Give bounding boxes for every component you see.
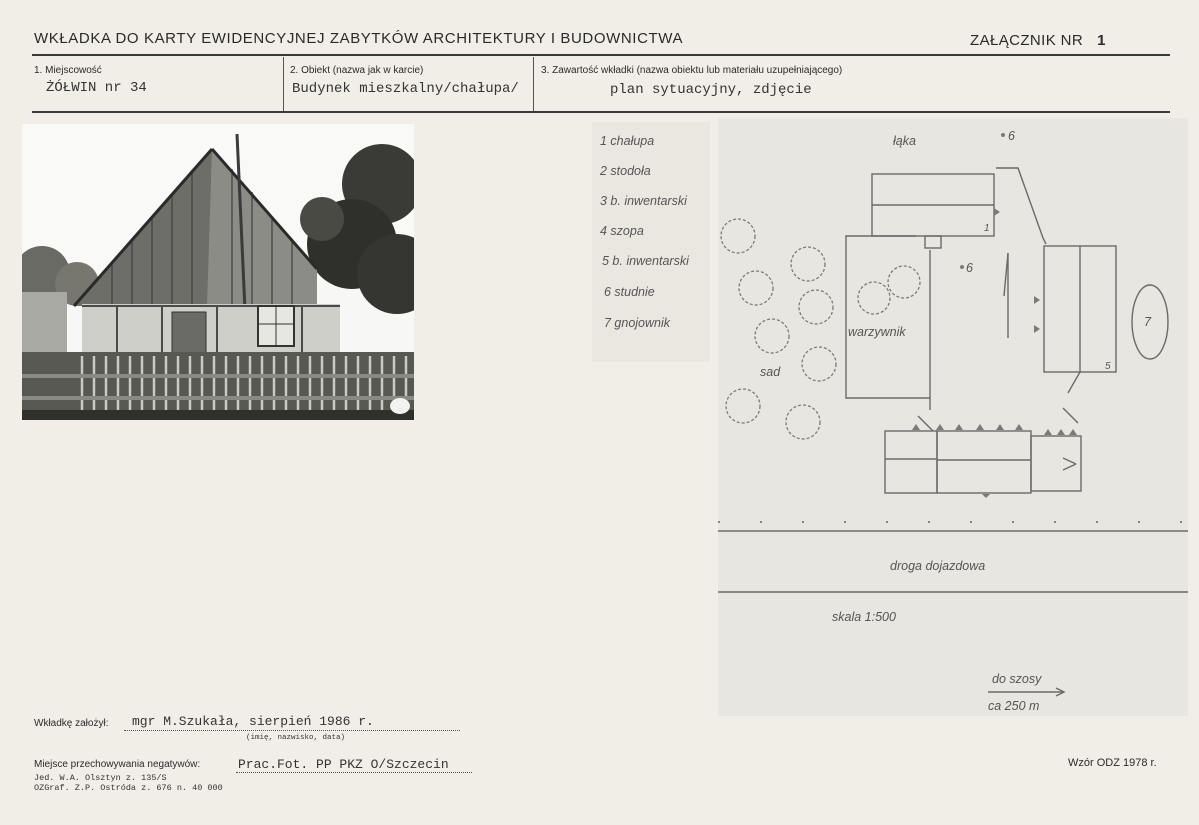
site-plan-drawing	[718, 118, 1188, 716]
legend-item: 2 stodoła	[600, 164, 651, 178]
annex-label-text: ZAŁĄCZNIK NR	[970, 32, 1084, 49]
storage-dotted-line	[236, 772, 472, 773]
legend-item: 5 b. inwentarski	[602, 254, 689, 268]
plan-label-distance: ca 250 m	[988, 699, 1040, 713]
annex-number: 1	[1097, 32, 1106, 49]
plan-label-road: droga dojazdowa	[890, 559, 986, 573]
document-title: WKŁADKA DO KARTY EWIDENCYJNEJ ZABYTKÓW ARCHITEKTURY I BUDOWNICTWA	[34, 30, 684, 47]
cottage-photograph	[22, 124, 414, 420]
legend-item: 6 studnie	[604, 285, 655, 299]
plan-label-well-mid: 6	[966, 261, 973, 275]
garden-fence	[846, 236, 930, 398]
author-value: mgr M.Szukała, sierpień 1986 r.	[132, 714, 374, 729]
tree	[726, 389, 760, 423]
author-dotted-line	[124, 730, 460, 731]
print-line-2: OZGraf. Z.P. Ostróda z. 676 n. 40 000	[34, 783, 223, 793]
tree	[888, 266, 920, 298]
tree	[739, 271, 773, 305]
field-divider	[533, 57, 534, 111]
storage-label: Miejsce przechowywania negatywów:	[34, 759, 201, 770]
field1-label: 1. Miejscowość	[34, 65, 102, 76]
field3-value: plan sytuacyjny, zdjęcie	[610, 82, 812, 98]
author-label: Wkładkę założył:	[34, 718, 109, 729]
field-divider	[283, 57, 284, 111]
field3-label: 3. Zawartość wkładki (nazwa obiektu lub materiału uzupełniającego)	[541, 65, 843, 76]
well-structure	[925, 236, 941, 248]
plan-label-to-highway: do szosy	[992, 672, 1042, 686]
legend-item: 1 chałupa	[600, 134, 655, 148]
header-rule	[32, 54, 1170, 56]
plan-legend	[592, 122, 710, 362]
tree	[799, 290, 833, 324]
tree	[802, 347, 836, 381]
plan-label-building1: 1	[984, 223, 990, 234]
tree	[786, 405, 820, 439]
plan-label-orchard: sad	[760, 365, 781, 379]
tree	[791, 247, 825, 281]
plan-label-meadow: łąka	[893, 134, 916, 148]
cottage-photo-image	[22, 124, 414, 420]
building-3	[937, 431, 1031, 493]
plan-label-building5: 5	[1105, 361, 1111, 372]
legend-item: 7 gnojownik	[604, 316, 671, 330]
field2-value: Budynek mieszkalny/chałupa/	[292, 81, 519, 97]
author-hint: (imię, nazwisko, data)	[246, 734, 346, 742]
plan-label-manure: 7	[1144, 315, 1151, 329]
tree	[755, 319, 789, 353]
legend-item: 3 b. inwentarski	[600, 194, 687, 208]
annex-label	[970, 32, 1106, 49]
site-plan	[718, 118, 1188, 716]
legend-item: 4 szopa	[600, 224, 644, 238]
print-line-1: Jed. W.A. Olsztyn z. 135/S	[34, 773, 167, 783]
plan-label-garden: warzywnik	[848, 325, 906, 339]
field2-label: 2. Obiekt (nazwa jak w karcie)	[290, 65, 424, 76]
building-2	[885, 431, 937, 493]
tree	[858, 282, 890, 314]
plan-label-scale: skala 1:500	[832, 610, 896, 624]
fields-rule	[32, 111, 1170, 113]
plan-label-well-top: 6	[1008, 129, 1015, 143]
field1-value: ŻÓŁWIN nr 34	[46, 80, 147, 96]
model-label: Wzór ODZ 1978 r.	[1068, 757, 1157, 769]
storage-value: Prac.Fot. PP PKZ O/Szczecin	[238, 757, 449, 772]
tree	[721, 219, 755, 253]
